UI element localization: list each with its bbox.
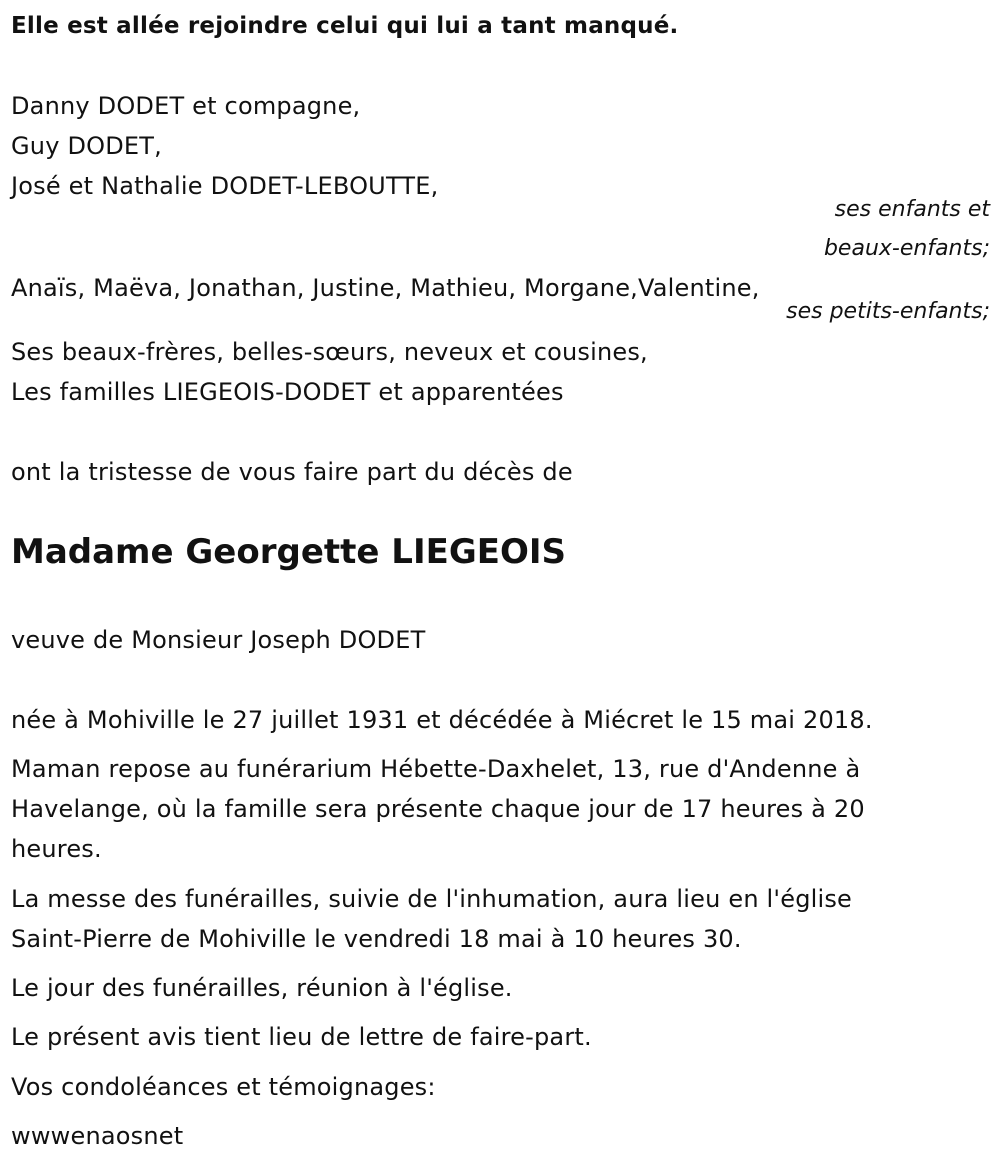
mass-line: La messe des funérailles, suivie de l'inhumation, aura lieu en l'église — [11, 885, 853, 913]
epigraph: Elle est allée rejoindre celui qui lui a tant manqué. — [11, 13, 679, 39]
birth-death-dates: née à Mohiville le 27 juillet 1931 et décédée à Miécret le 15 mai 2018. — [11, 706, 873, 734]
website-text: wwwenaosnet — [11, 1122, 184, 1150]
relatives-line: Les familles LIEGEOIS-DODET et apparentées — [11, 378, 564, 406]
deceased-name: Madame Georgette LIEGEOIS — [11, 532, 566, 572]
grandchildren-names: Anaïs, Maëva, Jonathan, Justine, Mathieu, Morgane,Valentine, — [11, 274, 760, 302]
funerarium-line: Maman repose au funérarium Hébette-Daxhelet, 13, rue d'Andenne à — [11, 755, 861, 783]
funerarium-line: Havelange, où la famille sera présente chaque jour de 17 heures à 20 — [11, 795, 865, 823]
relatives-line: Ses beaux-frères, belles-sœurs, neveux et cousines, — [11, 338, 648, 366]
mass-line: Saint-Pierre de Mohiville le vendredi 18 mai à 10 heures 30. — [11, 925, 742, 953]
widow-of: veuve de Monsieur Joseph DODET — [11, 626, 426, 654]
children-relation: beaux-enfants; — [823, 236, 990, 261]
child-line: Danny DODET et compagne, — [11, 92, 361, 120]
children-relation: ses enfants et — [834, 197, 990, 222]
condolences-label: Vos condoléances et témoignages: — [11, 1073, 436, 1101]
notice-text: Le présent avis tient lieu de lettre de faire-part. — [11, 1023, 592, 1051]
announcement: ont la tristesse de vous faire part du décès de — [11, 458, 573, 486]
child-line: José et Nathalie DODET-LEBOUTTE, — [11, 172, 439, 200]
meeting-info: Le jour des funérailles, réunion à l'église. — [11, 974, 513, 1002]
funerarium-line: heures. — [11, 835, 102, 863]
child-line: Guy DODET, — [11, 132, 162, 160]
grandchildren-relation: ses petits-enfants; — [786, 299, 990, 324]
